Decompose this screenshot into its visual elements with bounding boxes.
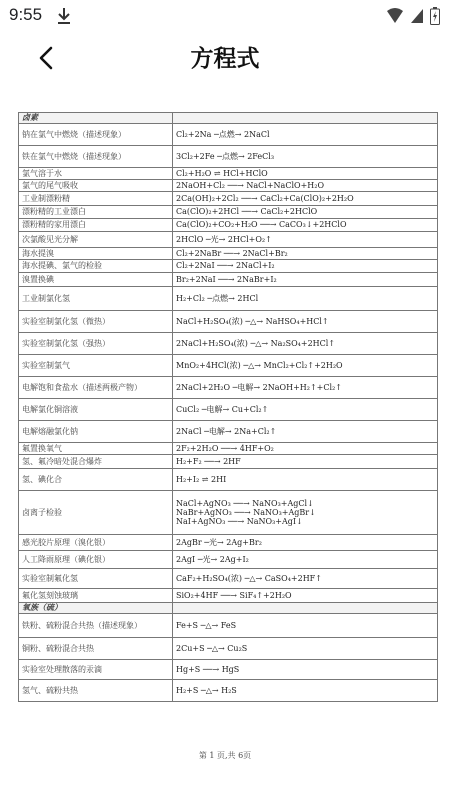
reaction-description: 氟置换氧气 [19, 443, 173, 455]
equation-line: MnO₂+4HCl(浓) ─△→ MnCl₂+Cl₂↑+2H₂O [176, 360, 343, 370]
reaction-equation [173, 421, 438, 443]
table-row [19, 168, 438, 180]
table-row [19, 260, 438, 273]
equation-line: 2AgI ─光→ 2Ag+I₂ [176, 554, 249, 564]
equation-line: Ca(ClO)₂+CO₂+H₂O ──→ CaCO₃↓+2HClO [176, 220, 347, 230]
equation-line: Ca(ClO)₂+2HCl ──→ CaCl₂+2HClO [176, 207, 318, 217]
table-row [19, 219, 438, 232]
table-row [19, 248, 438, 260]
reaction-description: 实验室制氟化氢 [19, 569, 173, 589]
equation-line: 2F₂+2H₂O ──→ 4HF+O₂ [176, 443, 274, 453]
app-bar [0, 32, 450, 82]
equation-line: 2AgBr ─光→ 2Ag+Br₂ [176, 537, 262, 547]
reaction-description: 电解熔融氯化钠 [19, 421, 173, 443]
equation-line: NaCl+AgNO₃ ──→ NaNO₃+AgCl↓ [176, 498, 314, 508]
reaction-description: 氢、碘化合 [19, 469, 173, 491]
battery-icon [430, 7, 440, 25]
document-page [18, 112, 438, 702]
table-row [19, 399, 438, 421]
section-header-row [19, 603, 438, 614]
table-row [19, 443, 438, 455]
equation-line: H₂+S ─△→ H₂S [176, 685, 237, 695]
equation-line: 2NaCl ─电解→ 2Na+Cl₂↑ [176, 426, 277, 436]
download-icon [56, 6, 72, 26]
reaction-equation [173, 469, 438, 491]
equation-line: Cl₂+2NaBr ──→ 2NaCl+Br₂ [176, 248, 288, 258]
reaction-equation [173, 569, 438, 589]
table-row [19, 660, 438, 680]
reaction-equation [173, 660, 438, 680]
reaction-equation [173, 232, 438, 248]
status-bar [0, 0, 450, 32]
table-row [19, 421, 438, 443]
table-row [19, 232, 438, 248]
equation-table [18, 112, 438, 702]
reaction-equation [173, 680, 438, 702]
reaction-description: 实验室制氯气 [19, 355, 173, 377]
reaction-description: 工业制漂粉精 [19, 192, 173, 206]
reaction-equation [173, 614, 438, 638]
equation-line: NaCl+H₂SO₄(浓) ─△→ NaHSO₄+HCl↑ [176, 316, 329, 326]
reaction-description: 人工降雨原理（碘化银） [19, 551, 173, 569]
reaction-equation [173, 443, 438, 455]
status-time: 9:55 [9, 5, 43, 24]
equation-line: Fe+S ─△→ FeS [176, 620, 237, 630]
reaction-description: 漂粉精的工业漂白 [19, 206, 173, 219]
equation-line: 2HClO ─光→ 2HCl+O₂↑ [176, 234, 272, 244]
equation-line: 2Cu+S ─△→ Cu₂S [176, 643, 248, 653]
equation-line: Br₂+2NaI ──→ 2NaBr+I₂ [176, 274, 277, 284]
table-row [19, 377, 438, 399]
equation-line: H₂+F₂ ──→ 2HF [176, 456, 241, 466]
reaction-equation [173, 311, 438, 333]
table-row [19, 551, 438, 569]
table-row [19, 206, 438, 219]
table-row [19, 455, 438, 469]
reaction-equation [173, 355, 438, 377]
reaction-equation [173, 535, 438, 551]
reaction-equation [173, 124, 438, 146]
reaction-equation [173, 589, 438, 603]
reaction-equation [173, 113, 438, 124]
equation-line: 2NaCl+H₂SO₄(浓) ─△→ Na₂SO₄+2HCl↑ [176, 338, 336, 348]
reaction-equation [173, 287, 438, 311]
table-row [19, 680, 438, 702]
equation-line: CaF₂+H₂SO₄(浓) ─△→ CaSO₄+2HF↑ [176, 573, 322, 583]
reaction-equation [173, 603, 438, 614]
wifi-icon [386, 8, 404, 24]
equation-line: CuCl₂ ─电解→ Cu+Cl₂↑ [176, 404, 269, 414]
table-row [19, 469, 438, 491]
reaction-equation [173, 638, 438, 660]
table-row [19, 311, 438, 333]
equation-line: NaI+AgNO₃ ──→ NaNO₃+AgI↓ [176, 517, 303, 527]
reaction-equation [173, 377, 438, 399]
reaction-description: 海水提碘、氯气的检验 [19, 260, 173, 273]
page-indicator: 第 1 页,共 6页 [198, 751, 252, 760]
equation-line: 2Ca(OH)₂+2Cl₂ ──→ CaCl₂+Ca(ClO)₂+2H₂O [176, 193, 354, 203]
equation-line: Cl₂+H₂O ⇌ HCl+HClO [176, 168, 268, 178]
reaction-equation [173, 146, 438, 168]
table-row [19, 124, 438, 146]
reaction-equation [173, 219, 438, 232]
equation-line: H₂+I₂ ⇌ 2HI [176, 474, 227, 484]
reaction-description: 铁在氯气中燃烧（描述现象） [19, 146, 173, 168]
table-row [19, 333, 438, 355]
reaction-equation [173, 399, 438, 421]
reaction-description: 氧族（硫） [19, 603, 173, 614]
reaction-equation [173, 260, 438, 273]
reaction-equation [173, 168, 438, 180]
table-row [19, 589, 438, 603]
equation-line: 3Cl₂+2Fe ─点燃→ 2FeCl₃ [176, 151, 275, 161]
reaction-description: 电解饱和食盐水（描述两极产物） [19, 377, 173, 399]
reaction-equation [173, 491, 438, 535]
table-row [19, 535, 438, 551]
equation-line: Cl₂+2Na ─点燃→ 2NaCl [176, 129, 270, 139]
reaction-description: 工业制氯化氢 [19, 287, 173, 311]
reaction-equation [173, 455, 438, 469]
equation-line: H₂+Cl₂ ─点燃→ 2HCl [176, 293, 259, 303]
reaction-description: 氯气溶于水 [19, 168, 173, 180]
reaction-description: 氯气的尾气吸收 [19, 180, 173, 192]
table-row [19, 287, 438, 311]
reaction-equation [173, 333, 438, 355]
reaction-description: 钠在氯气中燃烧（描述现象） [19, 124, 173, 146]
reaction-description: 卤素 [19, 113, 173, 124]
reaction-description: 电解氯化铜溶液 [19, 399, 173, 421]
reaction-equation [173, 273, 438, 287]
section-header-row [19, 113, 438, 124]
equation-line: NaBr+AgNO₃ ──→ NaNO₃+AgBr↓ [176, 507, 316, 517]
reaction-description: 氟化氢刻蚀玻璃 [19, 589, 173, 603]
equation-line: Cl₂+2NaI ──→ 2NaCl+I₂ [176, 261, 275, 271]
reaction-description: 漂粉精的家用漂白 [19, 219, 173, 232]
table-row [19, 180, 438, 192]
reaction-description: 铜粉、硫粉混合共热 [19, 638, 173, 660]
reaction-description: 实验室制氯化氢（微热） [19, 311, 173, 333]
equation-line: 2NaCl+2H₂O ─电解→ 2NaOH+H₂↑+Cl₂↑ [176, 382, 342, 392]
reaction-equation [173, 180, 438, 192]
equation-line: SiO₂+4HF ──→ SiF₄↑+2H₂O [176, 590, 292, 600]
equation-line: 2NaOH+Cl₂ ──→ NaCl+NaClO+H₂O [176, 180, 325, 190]
reaction-description: 溴置换碘 [19, 273, 173, 287]
reaction-equation [173, 192, 438, 206]
reaction-description: 感光胶片原理（溴化银） [19, 535, 173, 551]
equation-line: Hg+S ──→ HgS [176, 664, 240, 674]
table-row [19, 638, 438, 660]
reaction-description: 铁粉、硫粉混合共热（描述现象） [19, 614, 173, 638]
table-row [19, 273, 438, 287]
table-row [19, 569, 438, 589]
table-row [19, 146, 438, 168]
reaction-description: 实验室制氯化氢（强热） [19, 333, 173, 355]
reaction-equation [173, 551, 438, 569]
reaction-description: 氢气、硫粉共热 [19, 680, 173, 702]
reaction-description: 氢、氟冷暗处混合爆炸 [19, 455, 173, 469]
table-row [19, 355, 438, 377]
table-row [19, 614, 438, 638]
table-row [19, 192, 438, 206]
reaction-description: 海水提溴 [19, 248, 173, 260]
reaction-description: 卤离子检验 [19, 491, 173, 535]
reaction-equation [173, 206, 438, 219]
signal-icon [410, 8, 424, 24]
table-row [19, 491, 438, 535]
reaction-description: 次氯酸见光分解 [19, 232, 173, 248]
reaction-description: 实验室处理散落的汞滴 [19, 660, 173, 680]
reaction-equation [173, 248, 438, 260]
page-title: 方程式 [190, 46, 260, 72]
